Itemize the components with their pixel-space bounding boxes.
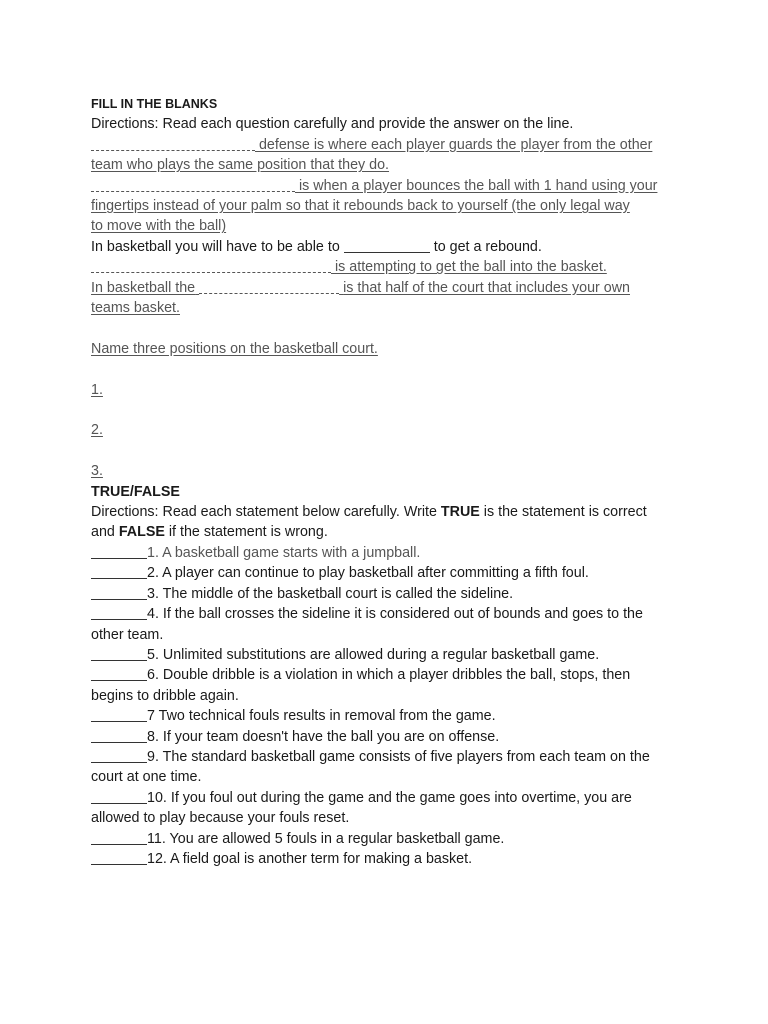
answer-blank-1[interactable] — [91, 136, 255, 151]
position-1[interactable]: 1. — [91, 381, 103, 398]
statement-9 — [91, 747, 691, 767]
true-false-directions-2 — [91, 522, 691, 542]
true-false-heading: TRUE/FALSE — [91, 483, 180, 500]
tf-answer-blank-6[interactable] — [91, 666, 147, 681]
question-1-line-1 — [91, 135, 691, 155]
question-5-prefix: In basketball the — [91, 279, 196, 296]
fill-in-heading: FILL IN THE BLANKS — [91, 97, 218, 111]
directions-text-c: and — [91, 524, 119, 541]
tf-answer-blank-7[interactable] — [91, 707, 147, 722]
tf-answer-blank-10[interactable] — [91, 789, 147, 804]
question-5-suffix: is that half of the court that includes your own — [343, 279, 630, 296]
question-5-line-2: teams basket. — [91, 300, 180, 317]
worksheet-content — [91, 94, 691, 869]
statement-7 — [91, 706, 691, 726]
statement-4-text: 4. If the ball crosses the sideline it is considered out of bounds and goes to the — [147, 606, 643, 623]
tf-answer-blank-5[interactable] — [91, 646, 147, 661]
statement-2-text: 2. A player can continue to play basketball after committing a fifth foul. — [147, 565, 589, 582]
statement-6-continued: begins to dribble again. — [91, 687, 239, 704]
question-1-text: defense is where each player guards the player from the other — [258, 136, 653, 153]
statement-12 — [91, 849, 691, 869]
fill-in-directions: Directions: Read each question carefully and provide the answer on the line. — [91, 116, 574, 133]
directions-text-d: if the statement is wrong. — [164, 524, 328, 541]
tf-answer-blank-2[interactable] — [91, 564, 147, 579]
statement-1-text: 1. A basketball game starts with a jumpball. — [147, 544, 421, 561]
statement-8 — [91, 727, 691, 747]
tf-answer-blank-8[interactable] — [91, 728, 147, 743]
true-keyword: TRUE — [440, 504, 480, 521]
statement-10-text: 10. If you foul out during the game and the game goes into overtime, you are — [147, 789, 632, 806]
false-keyword: FALSE — [118, 524, 165, 541]
statement-10 — [91, 788, 691, 808]
tf-answer-blank-1[interactable] — [91, 544, 147, 559]
statement-3-text: 3. The middle of the basketball court is called the sideline. — [147, 585, 514, 602]
question-2-text: is when a player bounces the ball with 1 hand using your — [298, 177, 658, 194]
question-3 — [91, 237, 691, 257]
answer-blank-5[interactable] — [199, 279, 339, 294]
statement-9-continued: court at one time. — [91, 769, 202, 786]
statement-6-text: 6. Double dribble is a violation in which a player dribbles the ball, stops, then — [147, 667, 631, 684]
position-2[interactable]: 2. — [91, 422, 103, 439]
question-5-line-1 — [91, 278, 691, 298]
statement-1 — [91, 543, 691, 563]
tf-answer-blank-12[interactable] — [91, 850, 147, 865]
question-4-text: is attempting to get the ball into the basket. — [334, 259, 607, 276]
question-2-line-3: to move with the ball) — [91, 218, 227, 235]
answer-blank-2[interactable] — [91, 177, 295, 192]
answer-blank-4[interactable] — [91, 258, 331, 273]
statement-7-text: 7 Two technical fouls results in removal from the game. — [147, 708, 496, 725]
question-2-line-1 — [91, 176, 691, 196]
statement-5 — [91, 645, 691, 665]
directions-text-b: is the statement is correct — [479, 504, 647, 521]
answer-blank-3[interactable] — [344, 238, 430, 253]
tf-answer-blank-11[interactable] — [91, 830, 147, 845]
question-3-prefix: In basketball you will have to be able to — [91, 238, 340, 255]
true-false-directions-1 — [91, 502, 691, 522]
statement-9-text: 9. The standard basketball game consists of five players from each team on the — [147, 748, 650, 765]
question-2-line-2: fingertips instead of your palm so that it rebounds back to yourself (the only legal way — [91, 198, 630, 215]
question-1-line-2: team who plays the same position that they do. — [91, 157, 390, 174]
statement-10-continued: allowed to play because your fouls reset. — [91, 810, 350, 827]
statement-11 — [91, 829, 691, 849]
statement-2 — [91, 563, 691, 583]
statement-4 — [91, 604, 691, 624]
statement-6 — [91, 665, 691, 685]
statement-4-continued: other team. — [91, 626, 164, 643]
statement-8-text: 8. If your team doesn't have the ball you are on offense. — [147, 728, 500, 745]
statement-3 — [91, 584, 691, 604]
statement-5-text: 5. Unlimited substitutions are allowed during a regular basketball game. — [147, 646, 600, 663]
positions-prompt: Name three positions on the basketball court. — [91, 340, 378, 357]
tf-answer-blank-4[interactable] — [91, 605, 147, 620]
position-3[interactable]: 3. — [91, 463, 103, 480]
tf-answer-blank-3[interactable] — [91, 585, 147, 600]
directions-text-a: Directions: Read each statement below carefully. Write — [91, 504, 441, 521]
question-4 — [91, 257, 691, 277]
statement-12-text: 12. A field goal is another term for making a basket. — [147, 850, 473, 867]
true-false-list — [91, 543, 691, 870]
question-3-suffix: to get a rebound. — [433, 238, 542, 255]
tf-answer-blank-9[interactable] — [91, 748, 147, 763]
statement-11-text: 11. You are allowed 5 fouls in a regular basketball game. — [147, 830, 505, 847]
